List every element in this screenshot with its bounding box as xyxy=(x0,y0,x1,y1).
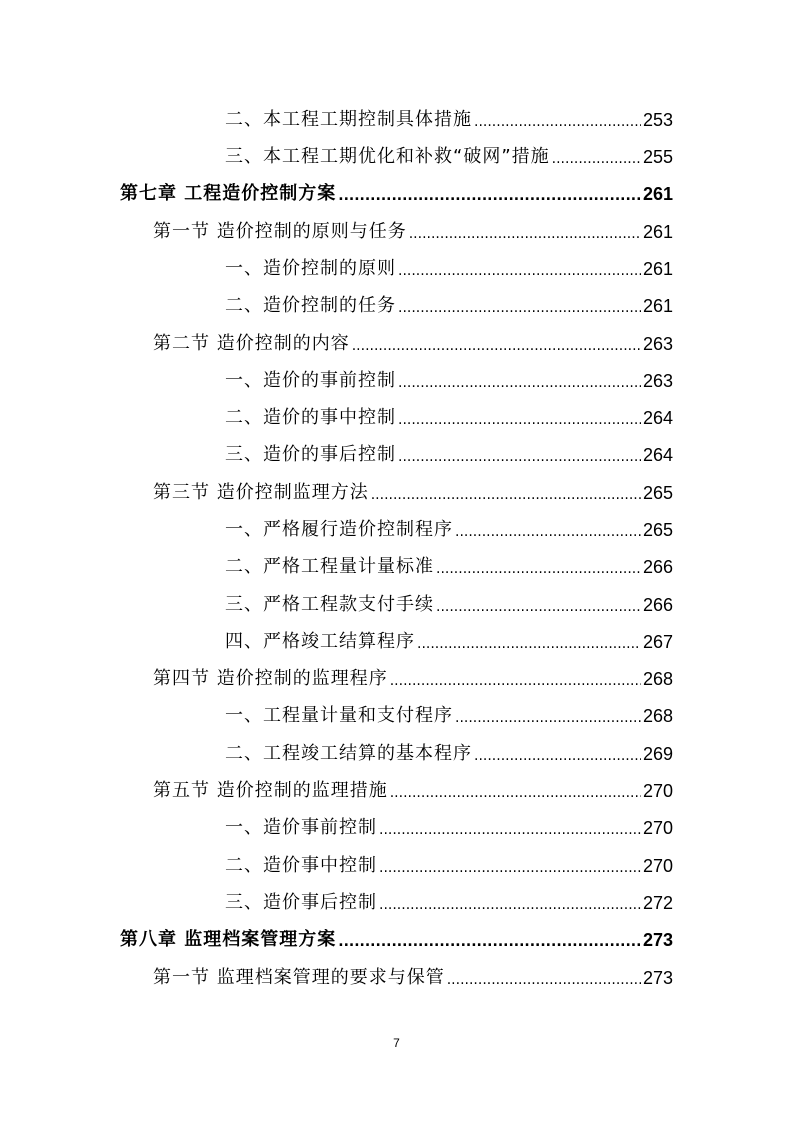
toc-entry-title: 一、造价控制的原则 xyxy=(225,258,396,279)
toc-leader-dots xyxy=(338,186,641,206)
toc-entry-page: 266 xyxy=(642,595,673,615)
toc-entry[interactable] xyxy=(225,812,673,840)
toc-leader-dots xyxy=(338,932,641,952)
toc-entry-page: 264 xyxy=(642,445,673,465)
toc-section-entry[interactable] xyxy=(153,328,673,356)
toc-leader-dots xyxy=(398,373,641,393)
toc-entry-page: 265 xyxy=(642,520,673,540)
toc-entry-title: 二、造价事中控制 xyxy=(225,855,377,876)
toc-entry[interactable] xyxy=(225,514,673,542)
toc-entry[interactable] xyxy=(225,738,673,766)
toc-leader-dots xyxy=(390,783,641,803)
toc-entry-page: 261 xyxy=(642,222,673,242)
toc-entry-page: 263 xyxy=(642,371,673,391)
toc-leader-dots xyxy=(409,224,641,244)
toc-entry-page: 265 xyxy=(642,483,673,503)
toc-entry[interactable] xyxy=(225,589,673,617)
toc-leader-dots xyxy=(379,820,641,840)
toc-entry[interactable] xyxy=(225,551,673,579)
toc-leader-dots xyxy=(390,671,641,691)
toc-entry-page: 261 xyxy=(642,184,673,204)
toc-entry-title: 二、造价控制的任务 xyxy=(225,295,396,316)
toc-entry-page: 264 xyxy=(642,408,673,428)
toc-entry[interactable] xyxy=(225,402,673,430)
toc-entry-title: 二、本工程工期控制具体措施 xyxy=(225,109,472,130)
toc-leader-dots xyxy=(352,336,641,356)
toc-entry-page: 255 xyxy=(642,147,673,167)
toc-leader-dots xyxy=(417,634,641,654)
toc-entry-title: 第三节 造价控制监理方法 xyxy=(153,482,369,503)
toc-entry[interactable] xyxy=(225,365,673,393)
toc-entry-page: 266 xyxy=(642,557,673,577)
toc-entry-title: 四、严格竣工结算程序 xyxy=(225,631,415,652)
toc-entry[interactable] xyxy=(225,439,673,467)
toc-entry[interactable] xyxy=(225,887,673,915)
toc-entry-page: 267 xyxy=(642,632,673,652)
toc-entry-title: 第一节 监理档案管理的要求与保管 xyxy=(153,967,445,988)
toc-entry-page: 268 xyxy=(642,706,673,726)
toc-leader-dots xyxy=(371,485,641,505)
toc-entry-title: 三、造价事后控制 xyxy=(225,892,377,913)
toc-chapter-entry[interactable] xyxy=(120,178,673,206)
toc-entry-title: 第四节 造价控制的监理程序 xyxy=(153,668,388,689)
toc-leader-dots xyxy=(379,895,641,915)
toc-section-entry[interactable] xyxy=(153,663,673,691)
toc-leader-dots xyxy=(398,298,641,318)
toc-leader-dots xyxy=(474,112,641,132)
toc-entry[interactable] xyxy=(225,104,673,132)
toc-entry-page: 253 xyxy=(642,110,673,130)
toc-entry-page: 270 xyxy=(642,856,673,876)
toc-entry-title: 一、造价的事前控制 xyxy=(225,370,396,391)
toc-leader-dots xyxy=(447,970,641,990)
toc-entry-page: 273 xyxy=(642,930,673,950)
toc-leader-dots xyxy=(436,597,641,617)
toc-leader-dots xyxy=(474,746,641,766)
toc-entry-title: 三、本工程工期优化和补救“破网”措施 xyxy=(225,146,550,167)
toc-leader-dots xyxy=(436,559,641,579)
toc-entry[interactable] xyxy=(225,700,673,728)
toc-section-entry[interactable] xyxy=(153,477,673,505)
toc-entry-page: 268 xyxy=(642,669,673,689)
toc-leader-dots xyxy=(552,149,641,169)
toc-entry-title: 第五节 造价控制的监理措施 xyxy=(153,780,388,801)
toc-section-entry[interactable] xyxy=(153,216,673,244)
toc-entry-page: 270 xyxy=(642,818,673,838)
toc-entry-title: 二、严格工程量计量标准 xyxy=(225,556,434,577)
toc-leader-dots xyxy=(398,410,641,430)
toc-entry-title: 第八章 监理档案管理方案 xyxy=(120,929,337,950)
toc-entry-title: 一、工程量计量和支付程序 xyxy=(225,705,453,726)
toc-entry[interactable] xyxy=(225,850,673,878)
toc-entry-page: 263 xyxy=(642,334,673,354)
toc-leader-dots xyxy=(398,261,641,281)
toc-entry-title: 第七章 工程造价控制方案 xyxy=(120,183,337,204)
toc-entry-title: 二、造价的事中控制 xyxy=(225,407,396,428)
toc-leader-dots xyxy=(379,858,641,878)
toc-entry-page: 261 xyxy=(642,296,673,316)
toc-entry[interactable] xyxy=(225,253,673,281)
toc-chapter-entry[interactable] xyxy=(120,924,673,952)
toc-entry-title: 一、造价事前控制 xyxy=(225,817,377,838)
page-number: 7 xyxy=(393,1036,400,1050)
toc-section-entry[interactable] xyxy=(153,775,673,803)
toc-entry-title: 二、工程竣工结算的基本程序 xyxy=(225,743,472,764)
toc-entry-title: 一、严格履行造价控制程序 xyxy=(225,519,453,540)
toc-entry-page: 273 xyxy=(642,968,673,988)
toc-entry-title: 第一节 造价控制的原则与任务 xyxy=(153,221,407,242)
toc-entry-page: 269 xyxy=(642,744,673,764)
toc-entry[interactable] xyxy=(225,290,673,318)
toc-entry-title: 三、严格工程款支付手续 xyxy=(225,594,434,615)
toc-entry-page: 261 xyxy=(642,259,673,279)
toc-leader-dots xyxy=(455,708,641,728)
toc-section-entry[interactable] xyxy=(153,962,673,990)
toc-entry-title: 第二节 造价控制的内容 xyxy=(153,333,350,354)
toc-entry-title: 三、造价的事后控制 xyxy=(225,444,396,465)
toc-entry-page: 270 xyxy=(642,781,673,801)
toc-entry[interactable] xyxy=(225,141,673,169)
toc-entry-page: 272 xyxy=(642,893,673,913)
toc-leader-dots xyxy=(455,522,641,542)
toc-leader-dots xyxy=(398,447,641,467)
toc-entry[interactable] xyxy=(225,626,673,654)
